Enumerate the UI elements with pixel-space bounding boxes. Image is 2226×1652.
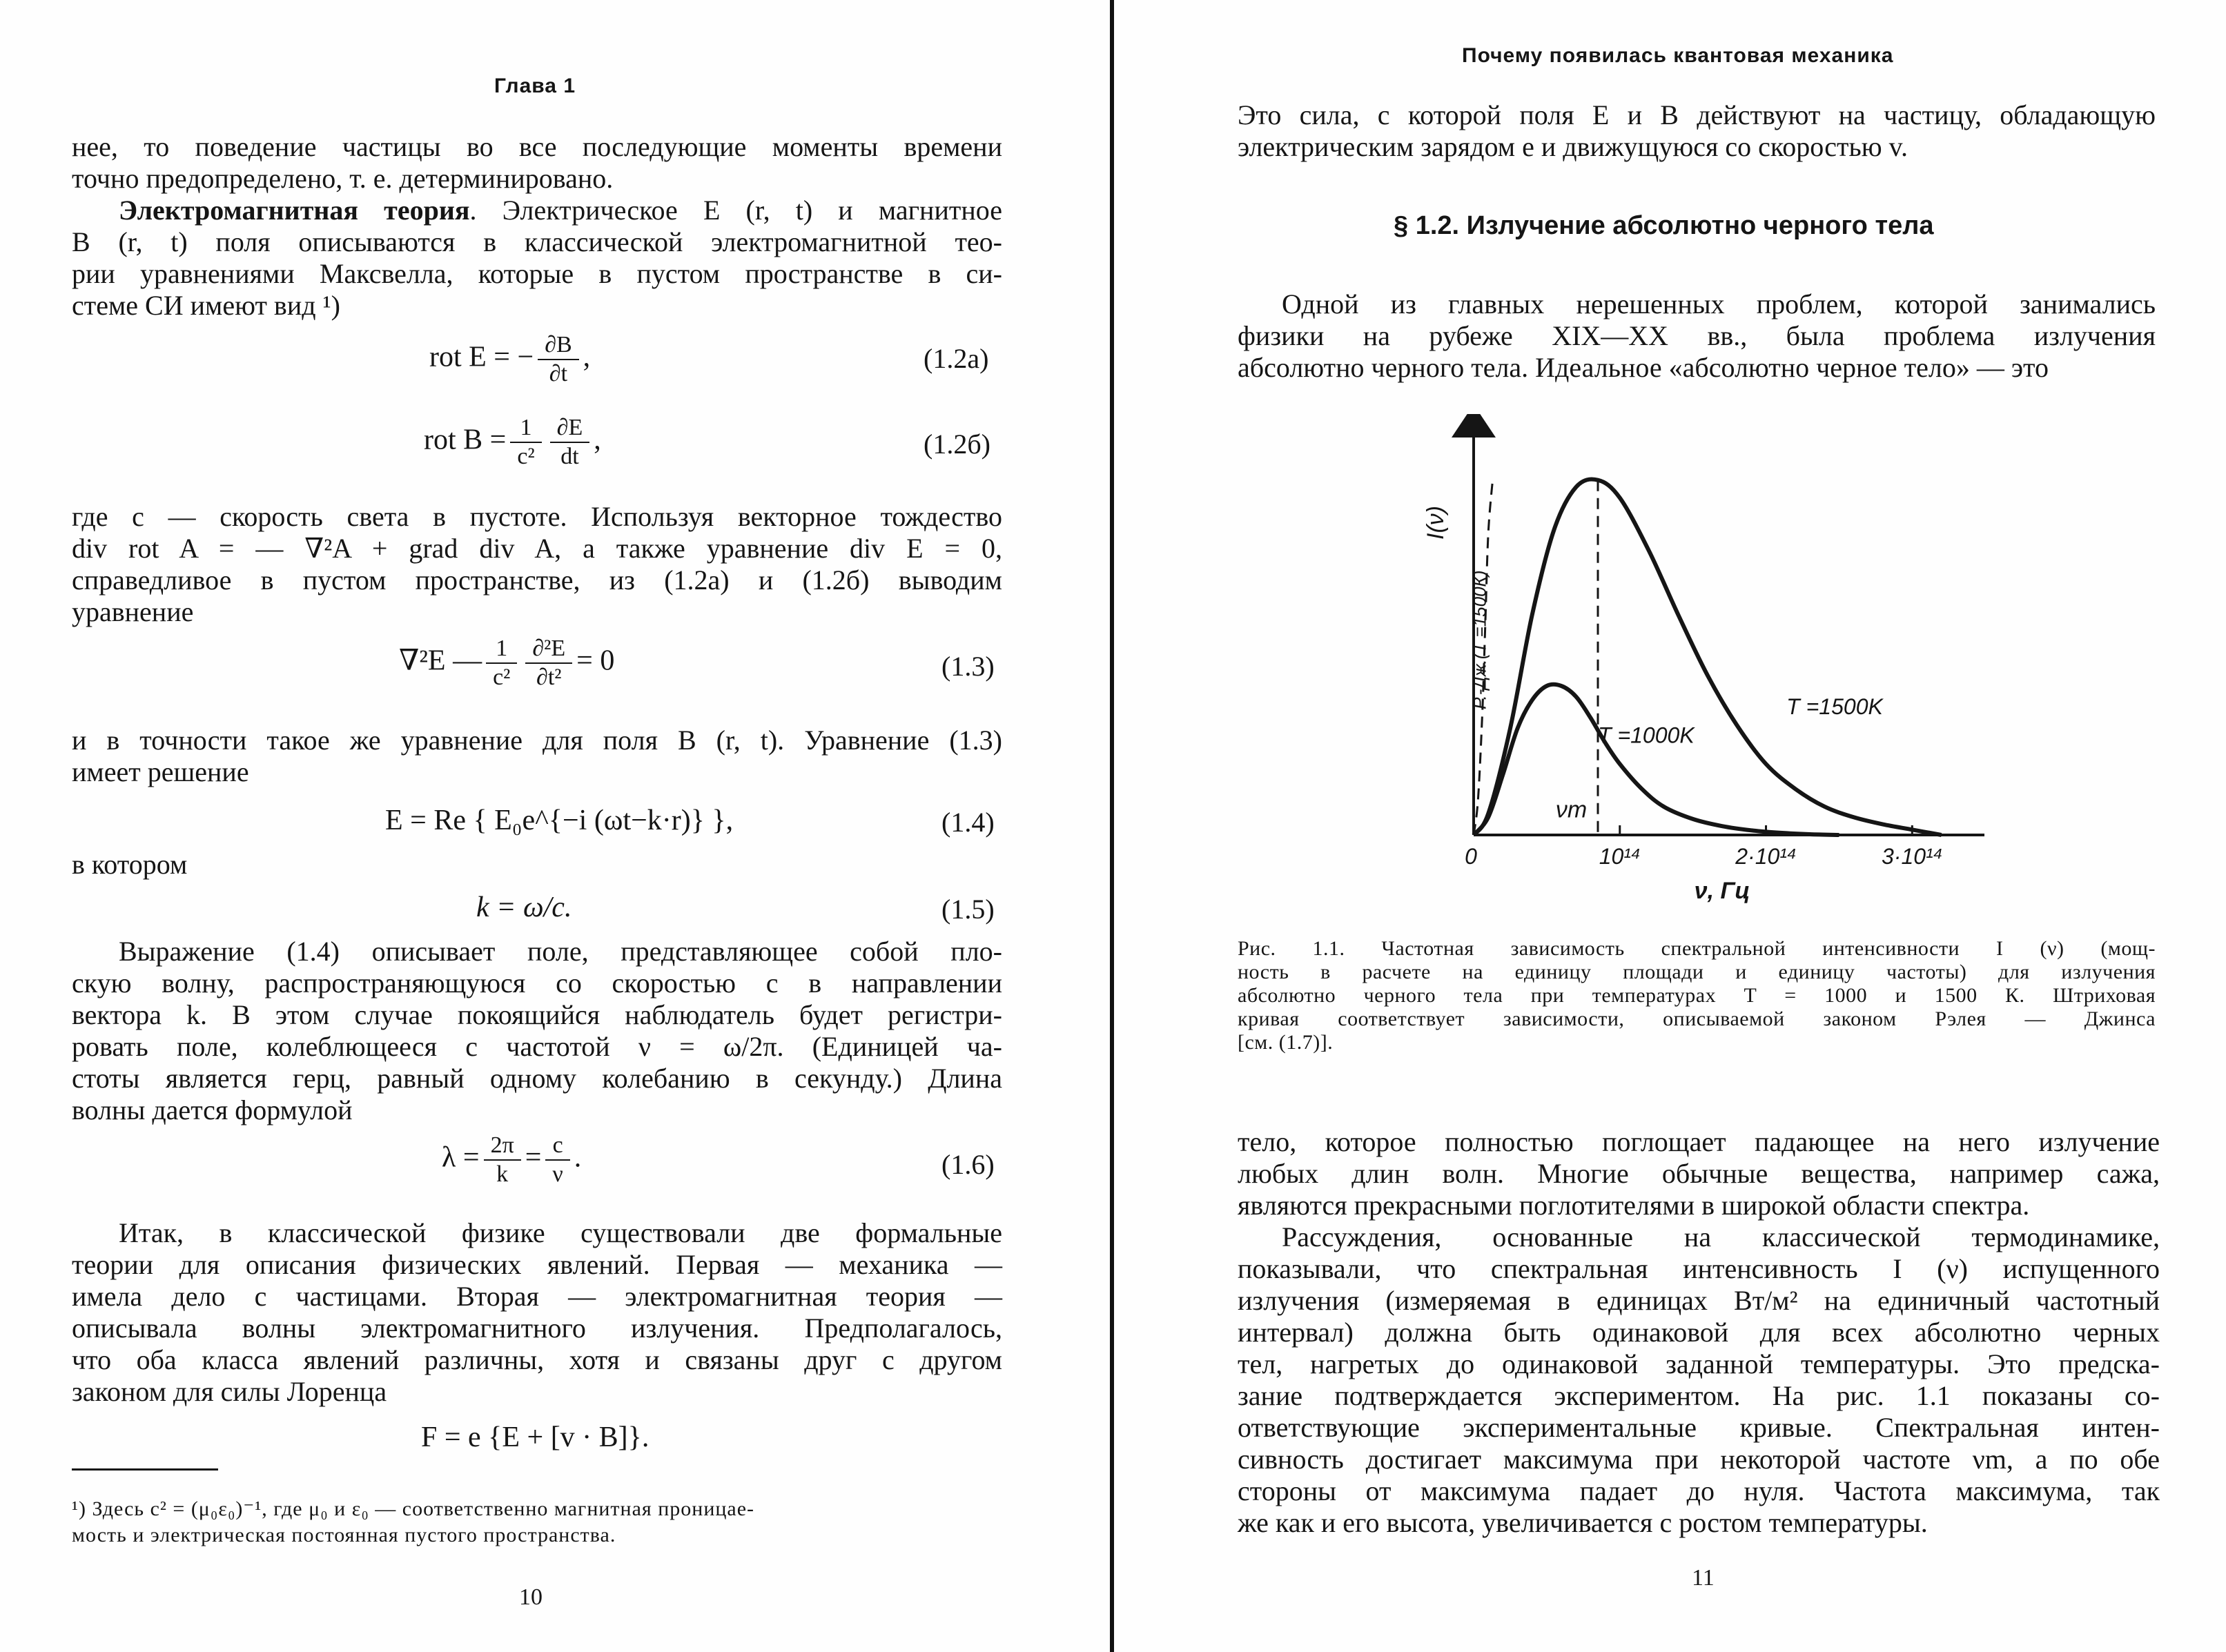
text-line: где c — скорость света в пустоте. Используя векторное тождество bbox=[72, 501, 1002, 532]
text-line: точно предопределено, т. е. детерминировано. bbox=[72, 163, 614, 194]
page-number-right: 11 bbox=[1692, 1565, 1715, 1591]
eq-lhs: λ = bbox=[442, 1141, 480, 1174]
eq-lhs: ∇²E — bbox=[399, 645, 482, 677]
caption-line: кривая соответствует зависимости, описываемой законом Рэлея — Джинса bbox=[1238, 1007, 2156, 1030]
paragraph-3 bbox=[72, 501, 1002, 628]
chart-labels bbox=[1423, 506, 1943, 904]
chart-axes bbox=[1474, 421, 1984, 835]
numerator: ∂E bbox=[550, 414, 590, 443]
text-line: ответствующие экспериментальные кривые. Спектральная интен- bbox=[1238, 1412, 2160, 1443]
denominator: ∂t bbox=[549, 361, 568, 386]
denominator: dt bbox=[560, 444, 579, 469]
chart-marks bbox=[1474, 480, 1942, 835]
fraction bbox=[545, 1132, 569, 1188]
text-line: абсолютно черного тела. Идеальное «абсолютно черное тело» — это bbox=[1238, 352, 2049, 383]
text-line: волны дается формулой bbox=[72, 1094, 353, 1125]
text-line: стоты является герц, равный одному колебанию в секунду.) Длина bbox=[72, 1063, 1002, 1094]
fraction bbox=[484, 1132, 521, 1188]
text-line: B (r, t) поля описываются в классической электромагнитной тео- bbox=[72, 226, 1002, 257]
text-line: показывали, что спектральная интенсивность I (ν) испущенного bbox=[1238, 1253, 2160, 1284]
text-line: рии уравнениями Максвелла, которые в пустом пространстве в си- bbox=[72, 258, 1002, 289]
y-axis-label: I(ν) bbox=[1423, 505, 1449, 540]
equation-number: (1.6) bbox=[941, 1149, 995, 1180]
numerator: 1 bbox=[510, 414, 541, 443]
text-line: уравнение bbox=[72, 596, 194, 627]
eq-tail: = 0 bbox=[576, 645, 615, 677]
right-page bbox=[1115, 0, 2226, 1652]
series-line-t1500 bbox=[1474, 480, 1942, 835]
eq-lhs: rot E = − bbox=[429, 341, 534, 373]
text-line: электрическим зарядом e и движущуюся со скоростью v. bbox=[1238, 131, 1908, 162]
text-line: div rot A = — ∇²A + grad div A, а также уравнение div E = 0, bbox=[72, 533, 1002, 564]
footnote-line: ¹) Здесь c² = (μ₀ε₀)⁻¹, где μ₀ и ε₀ — соответственно магнитная проницае- bbox=[72, 1497, 755, 1520]
paragraph-2 bbox=[72, 195, 1002, 322]
footnote-line: мость и электрическая постоянная пустого пространства. bbox=[72, 1524, 616, 1546]
text-line: же как и его высота, увеличивается с ростом температуры. bbox=[1238, 1507, 1928, 1538]
text-line: сивность достигает максимума при некоторой частоте νm, а по обе bbox=[1238, 1444, 2160, 1475]
fraction bbox=[550, 414, 590, 471]
paragraph-3 bbox=[1238, 1221, 2160, 1539]
text-line: зание подтверждается экспериментом. На рис. 1.1 показаны со- bbox=[1238, 1380, 2160, 1411]
text-line: стороны от максимума падает до нуля. Частота максимума, так bbox=[1238, 1475, 2160, 1506]
page-header-left: Глава 1 bbox=[494, 75, 576, 97]
series-line-t1000 bbox=[1474, 685, 1839, 835]
text-line: любых длин волн. Многие обычные вещества, например сажа, bbox=[1238, 1158, 2160, 1189]
x-tick-label: 3·10¹⁴ bbox=[1882, 844, 1943, 869]
paragraph-1 bbox=[1238, 288, 2156, 384]
denominator: c² bbox=[517, 444, 535, 469]
text-line: нее, то поведение частицы во все последующие моменты времени bbox=[72, 131, 1002, 162]
eq-lhs: rot B = bbox=[424, 424, 507, 456]
numerator: 2π bbox=[484, 1132, 521, 1161]
fraction bbox=[538, 331, 578, 388]
eq-tail: , bbox=[594, 424, 601, 456]
denominator: ν bbox=[552, 1161, 563, 1187]
paragraph-5: в котором bbox=[72, 849, 188, 880]
text-line: справедливое в пустом пространстве, из (1.2a) и (1.2б) выводим bbox=[72, 564, 1002, 596]
text-line: законом для силы Лоренца bbox=[72, 1376, 387, 1407]
section-title: § 1.2. Излучение абсолютно черного тела bbox=[1394, 211, 1934, 240]
caption-line: абсолютно черного тела при температурах T = 1000 и 1500 К. Штриховая bbox=[1238, 984, 2156, 1007]
text-line: являются прекрасными поглотителями в широкой области спектра. bbox=[1238, 1190, 2030, 1221]
text-line: скую волну, распространяющуюся со скоростью c в направлении bbox=[72, 967, 1002, 999]
denominator: c² bbox=[493, 665, 511, 690]
text-line: имела дело с частицами. Вторая — электромагнитная теория — bbox=[72, 1281, 1002, 1312]
eq-tail: , bbox=[583, 341, 591, 373]
figure-caption bbox=[1238, 937, 2156, 1054]
fraction bbox=[525, 635, 572, 691]
series-label-t1000: T =1000K bbox=[1598, 722, 1695, 748]
intro-paragraph bbox=[1238, 99, 2156, 163]
text-line: Это сила, с которой поля E и B действуют на частицу, обладающую bbox=[1238, 99, 2156, 130]
paragraph-1 bbox=[72, 131, 1002, 195]
left-page bbox=[0, 0, 1104, 1652]
caption-line: ность в расчете на единицу площади и единицу частоты) для излучения bbox=[1238, 961, 2156, 983]
annotation-nu-m: νm bbox=[1555, 796, 1588, 823]
book-gutter bbox=[1110, 0, 1114, 1652]
x-tick-label: 2·10¹⁴ bbox=[1735, 844, 1797, 869]
caption-line: [см. (1.7)]. bbox=[1238, 1031, 1334, 1054]
denominator: ∂t² bbox=[536, 665, 562, 690]
equation-1-5: k = ω/c. bbox=[476, 892, 572, 923]
equation-1-3 bbox=[399, 635, 614, 691]
numerator: c bbox=[545, 1132, 569, 1161]
equation-number: (1.2a) bbox=[924, 343, 989, 374]
series-label-t1500: T =1500K bbox=[1786, 694, 1883, 720]
text-line: Итак, в классической физике существовали две формальные bbox=[119, 1217, 1002, 1248]
text-line: вектора k. В этом случае покоящийся наблюдатель будет регистри- bbox=[72, 999, 1002, 1030]
caption-line: Рис. 1.1. Частотная зависимость спектральной интенсивности I (ν) (мощ- bbox=[1238, 937, 2156, 960]
text-line: Одной из главных нерешенных проблем, которой занимались bbox=[1282, 288, 2156, 319]
text-line: тело, которое полностью поглощает падающее на него излучение bbox=[1238, 1126, 2160, 1157]
text-span: . Электрическое E (r, t) и магнитное bbox=[469, 195, 1002, 226]
text-line: излучения (измеряемая в единицах Вт/м² на единичный частотный bbox=[1238, 1285, 2160, 1316]
equation-number: (1.3) bbox=[941, 651, 995, 682]
eq-tail: . bbox=[574, 1141, 582, 1174]
equation-number: (1.5) bbox=[941, 894, 995, 925]
footnote-rule bbox=[72, 1468, 218, 1471]
figure-1-1-spectral-intensity-chart bbox=[1418, 414, 1998, 918]
x-axis-label: ν, Гц bbox=[1694, 878, 1750, 904]
paragraph-7 bbox=[72, 1217, 1002, 1408]
text-line: и в точности такое же уравнение для поля B (r, t). Уравнение (1.3) bbox=[72, 725, 1002, 756]
text-line: имеет решение bbox=[72, 756, 249, 787]
fraction bbox=[510, 414, 541, 471]
denominator: k bbox=[496, 1161, 509, 1187]
fraction bbox=[486, 635, 517, 691]
numerator: ∂²E bbox=[525, 635, 572, 664]
annotation-rayleigh-jeans: Р.-Дж.(T =1500К) bbox=[1469, 570, 1490, 709]
numerator: 1 bbox=[486, 635, 517, 664]
text-line: тел, нагретых до одинаковой заданной температуры. Это предска- bbox=[1238, 1348, 2160, 1379]
paragraph-6 bbox=[72, 936, 1002, 1126]
text-line: описывала волны электромагнитного излучения. Предполагалось, bbox=[72, 1312, 1002, 1344]
equation-1-2b bbox=[424, 414, 601, 471]
paragraph-4 bbox=[72, 725, 1002, 788]
page-header-right: Почему появилась квантовая механика bbox=[1462, 44, 1894, 67]
eq-mid: = bbox=[525, 1141, 542, 1174]
text-line bbox=[72, 195, 1002, 226]
x-tick-label: 10¹⁴ bbox=[1599, 844, 1641, 869]
text-line: интервал) должна быть одинаковой для всех абсолютно черных bbox=[1238, 1317, 2160, 1348]
equation-1-6 bbox=[442, 1132, 581, 1188]
text-line: Рассуждения, основанные на классической термодинамике, bbox=[1282, 1221, 2160, 1252]
equation-number: (1.2б) bbox=[924, 429, 990, 460]
numerator: ∂B bbox=[538, 331, 578, 360]
equation-1-4: E = Re { E₀e^{−i (ωt−k·r)} }, bbox=[385, 805, 734, 836]
equation-number: (1.4) bbox=[941, 807, 995, 838]
text-line: что оба класса явлений различны, хотя и связаны друг с другом bbox=[72, 1344, 1002, 1375]
paragraph-2 bbox=[1238, 1126, 2160, 1221]
text-line: физики на рубеже XIX—XX вв., была проблема излучения bbox=[1238, 320, 2156, 351]
footnote bbox=[72, 1496, 754, 1548]
text-line: ровать поле, колеблющееся с частотой ν = ω/2π. (Единицей ча- bbox=[72, 1031, 1002, 1062]
term-electromagnetic-theory: Электромагнитная теория bbox=[119, 195, 470, 226]
text-line: теории для описания физических явлений. Первая — механика — bbox=[72, 1249, 1002, 1280]
text-line: Выражение (1.4) описывает поле, представляющее собой пло- bbox=[119, 936, 1002, 967]
equation-1-2a bbox=[429, 331, 590, 388]
page-number-left: 10 bbox=[519, 1584, 543, 1610]
text-line: стеме СИ имеют вид ¹) bbox=[72, 290, 340, 321]
x-tick-label: 0 bbox=[1465, 844, 1477, 869]
equation-lorentz-force: F = e {E + [v · B]}. bbox=[421, 1422, 650, 1453]
